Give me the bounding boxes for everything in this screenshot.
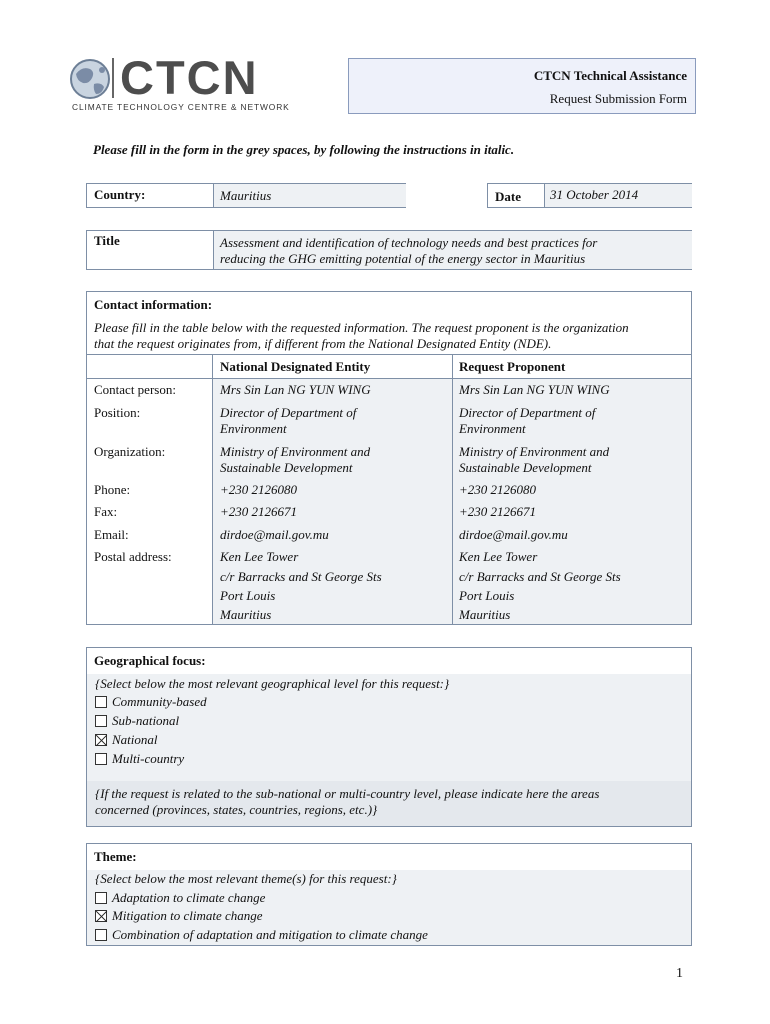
divider (452, 354, 453, 624)
nde-position-line2: Environment (220, 421, 287, 436)
option-label: National (112, 732, 158, 747)
header-subtitle: Request Submission Form (549, 91, 687, 106)
form-instruction: Please fill in the form in the grey spaces, by following the instructions in italic. (93, 142, 515, 157)
geographical-focus-section (86, 647, 692, 827)
geo-option-community-based[interactable] (95, 694, 207, 710)
option-label: Sub-national (112, 713, 180, 728)
email-label: Email: (94, 527, 129, 542)
option-label: Multi-country (112, 751, 185, 766)
country-field[interactable] (213, 184, 406, 207)
divider (87, 354, 691, 355)
checked-checkbox-icon (95, 734, 107, 746)
theme-instruction: {Select below the most relevant theme(s) for this request:} (95, 871, 397, 886)
nde-organization-line1: Ministry of Environment and (220, 444, 371, 459)
rp-phone: +230 2126080 (459, 482, 537, 497)
option-label: Mitigation to climate change (112, 908, 263, 923)
nde-postal-line4: Mauritius (220, 607, 272, 622)
postal-address-label: Postal address: (94, 549, 172, 564)
ctcn-logo (66, 51, 296, 114)
nde-email: dirdoe@mail.gov.mu (220, 527, 329, 542)
theme-section (86, 843, 692, 946)
option-label: Combination of adaptation and mitigation to climate change (112, 927, 428, 942)
col-header-nde: National Designated Entity (220, 359, 371, 374)
geo-option-multi-country[interactable] (95, 751, 184, 767)
title-field[interactable] (213, 231, 692, 269)
phone-label: Phone: (94, 482, 131, 497)
nde-phone: +230 2126080 (220, 482, 298, 497)
logo-letters: CTCN (120, 51, 259, 104)
nde-postal-line1: Ken Lee Tower (220, 549, 299, 564)
country-row (86, 183, 406, 208)
date-value: 31 October 2014 (550, 187, 639, 202)
option-label: Community-based (112, 694, 207, 709)
date-field[interactable] (544, 184, 692, 207)
title-row (86, 230, 692, 270)
checked-checkbox-icon (95, 910, 107, 922)
contact-information-table (86, 291, 692, 625)
geo-instruction: {Select below the most relevant geographical level for this request:} (95, 676, 450, 691)
form-header-box (348, 58, 696, 114)
rp-email: dirdoe@mail.gov.mu (459, 527, 568, 542)
rp-organization-line1: Ministry of Environment and (459, 444, 610, 459)
theme-option-combination[interactable] (95, 927, 428, 943)
checkbox-icon (95, 753, 107, 765)
col-header-rp: Request Proponent (459, 359, 566, 374)
geo-option-national[interactable] (95, 732, 158, 748)
contact-person-label: Contact person: (94, 382, 176, 397)
rp-postal-line1: Ken Lee Tower (459, 549, 538, 564)
divider (212, 354, 213, 624)
checkbox-icon (95, 892, 107, 904)
globe-icon (68, 56, 116, 102)
contact-intro-line1: Please fill in the table below with the requested information. The request proponent is the organization (94, 320, 629, 335)
header-title: CTCN Technical Assistance (533, 68, 687, 83)
nde-postal-line2: c/r Barracks and St George Sts (220, 569, 382, 584)
organization-label: Organization: (94, 444, 166, 459)
title-label: Title (94, 233, 120, 248)
title-value-line1: Assessment and identification of technology needs and best practices for (220, 235, 598, 250)
rp-position-line1: Director of Department of (459, 405, 596, 420)
theme-option-mitigation[interactable] (95, 908, 263, 924)
nde-postal-line3: Port Louis (220, 588, 276, 603)
contact-heading: Contact information: (94, 297, 213, 312)
geo-note-field[interactable] (87, 781, 691, 826)
page-number: 1 (676, 966, 683, 981)
logo-tagline: CLIMATE TECHNOLOGY CENTRE & NETWORK (72, 102, 290, 112)
nde-contact-person: Mrs Sin Lan NG YUN WING (220, 382, 371, 397)
country-label: Country: (94, 187, 146, 202)
option-label: Adaptation to climate change (112, 890, 266, 905)
rp-fax: +230 2126671 (459, 504, 537, 519)
rp-organization-line2: Sustainable Development (459, 460, 592, 475)
date-label: Date (495, 189, 521, 204)
rp-postal-line3: Port Louis (459, 588, 515, 603)
nde-fax: +230 2126671 (220, 504, 298, 519)
contact-intro-line2: that the request originates from, if different from the National Designated Entity (NDE). (94, 336, 552, 351)
geo-note-line2: concerned (provinces, states, countries, regions, etc.)} (95, 802, 378, 817)
checkbox-icon (95, 696, 107, 708)
fax-label: Fax: (94, 504, 118, 519)
geo-option-sub-national[interactable] (95, 713, 179, 729)
geo-heading: Geographical focus: (94, 653, 206, 668)
nde-position-line1: Director of Department of (220, 405, 357, 420)
rp-contact-person: Mrs Sin Lan NG YUN WING (459, 382, 610, 397)
title-value-line2: reducing the GHG emitting potential of the energy sector in Mauritius (220, 251, 586, 266)
theme-heading: Theme: (94, 849, 137, 864)
rp-postal-line2: c/r Barracks and St George Sts (459, 569, 621, 584)
checkbox-icon (95, 715, 107, 727)
checkbox-icon (95, 929, 107, 941)
theme-option-adaptation[interactable] (95, 890, 265, 906)
rp-position-line2: Environment (459, 421, 526, 436)
geo-note-line1: {If the request is related to the sub-national or multi-country level, please indicate here the areas (95, 786, 600, 801)
nde-organization-line2: Sustainable Development (220, 460, 353, 475)
date-row (487, 183, 692, 208)
position-label: Position: (94, 405, 141, 420)
rp-postal-line4: Mauritius (459, 607, 511, 622)
country-value: Mauritius (220, 188, 272, 203)
